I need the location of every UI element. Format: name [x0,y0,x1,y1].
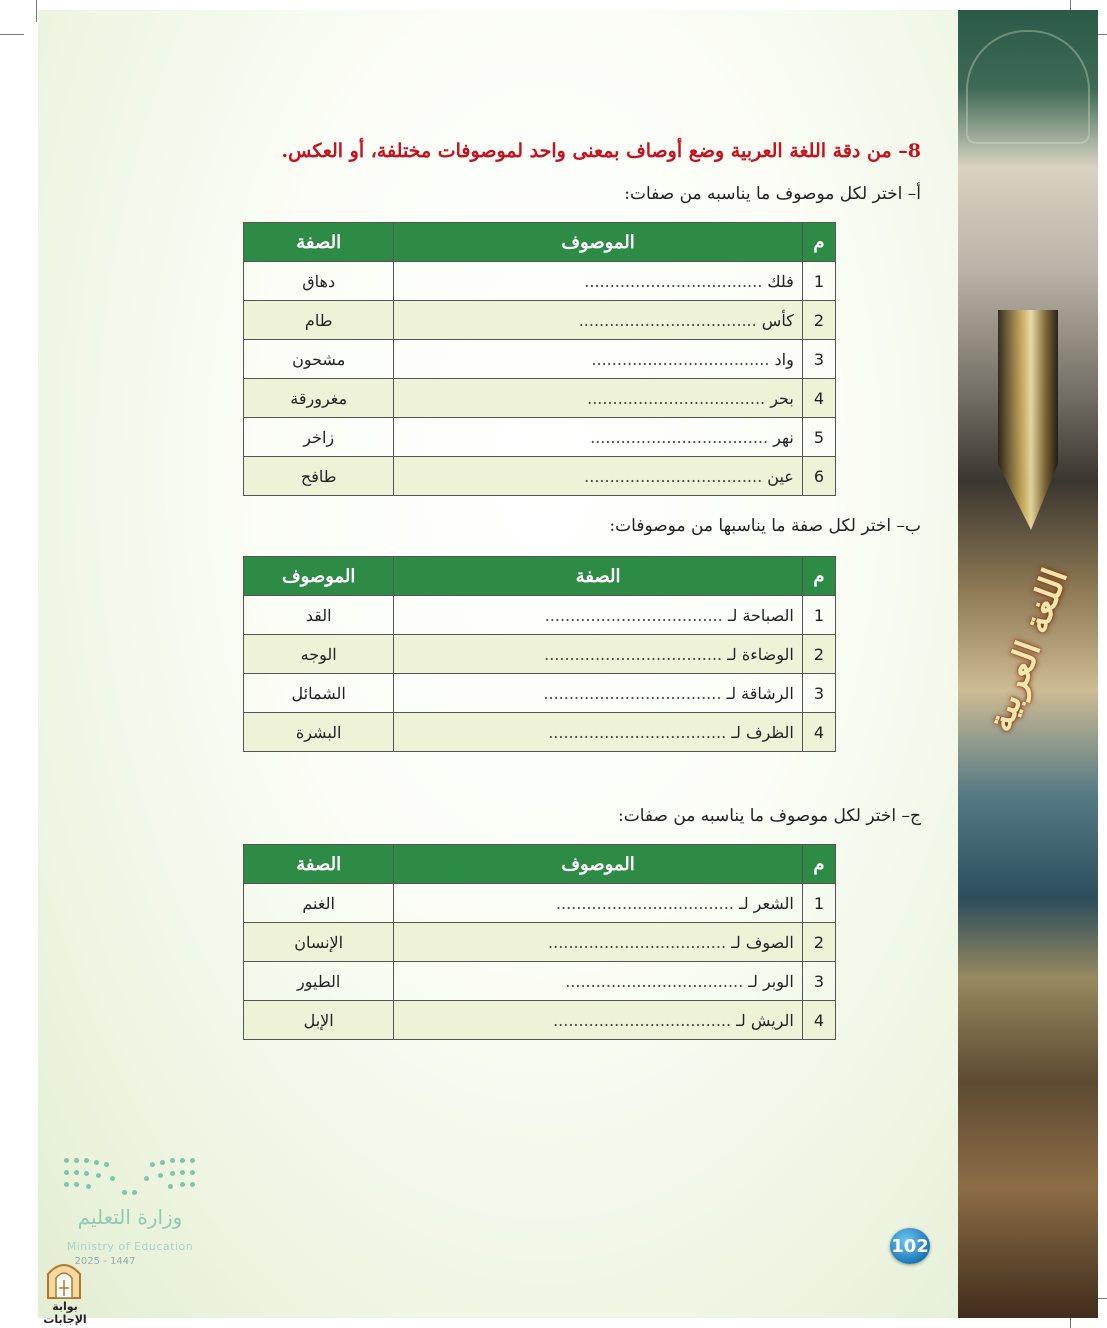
table-row [244,418,836,457]
pen-nib-image [998,310,1058,530]
part-c-table [243,844,836,1040]
dot-leader: ................................... [587,388,766,408]
row-item [394,1001,802,1040]
edition-year: 2025 - 1447 [74,1256,136,1267]
row-answer: الوجه [244,635,394,674]
item-text: عين [767,466,794,486]
subject-label: اللغة العربية [980,563,1076,737]
row-number: 4 [802,713,835,752]
dot-leader: ................................... [544,605,723,625]
table-row [244,457,836,496]
header-num: م [802,223,835,262]
row-number: 2 [802,635,835,674]
table-row [244,635,836,674]
ornament-image [966,30,1090,144]
row-answer: البشرة [244,713,394,752]
part-b-title: ب– اختر لكل صفة ما يناسبها من موصوفات: [609,516,921,536]
row-number: 3 [802,962,835,1001]
header-num: م [802,845,835,884]
row-answer: زاخر [244,418,394,457]
table-row [244,884,836,923]
row-item [394,379,802,418]
dot-leader: ................................... [565,971,744,991]
watermark-label: بوابة الإجابات [43,1300,87,1326]
item-text: فلك [767,271,794,291]
table-row [244,923,836,962]
item-text: الظرف لـ [731,722,794,742]
row-item [394,262,802,301]
header-main: الموصوف [394,845,802,884]
table-row [244,674,836,713]
item-text: واد [774,349,794,369]
row-answer: الإنسان [244,923,394,962]
row-number: 4 [802,379,835,418]
row-number: 2 [802,301,835,340]
row-item [394,596,802,635]
part-a-table [243,222,836,496]
item-text: كأس [761,310,794,330]
part-c-title: ج– اختر لكل موصوف ما يناسبه من صفات: [617,806,921,826]
row-item [394,923,802,962]
row-number: 5 [802,418,835,457]
header-answer: الصفة [244,223,394,262]
ministry-name-ar: وزارة التعليم [77,1205,183,1229]
page-number-badge: 102 [890,1228,930,1264]
gate-icon [44,1256,84,1300]
row-number: 3 [802,340,835,379]
dot-leader: ................................... [584,271,763,291]
ministry-name-en: Ministry of Education [66,1240,194,1253]
crop-mark [36,0,37,22]
table-header-row [244,223,836,262]
row-number: 3 [802,674,835,713]
row-number: 1 [802,262,835,301]
dot-leader: ................................... [543,683,722,703]
exercise-title: 8– من دقة اللغة العربية وضع أوصاف بمعنى واحد لموصوفات مختلفة، أو العكس. [281,140,921,162]
item-text: الصوف لـ [731,932,794,952]
table-row [244,596,836,635]
header-answer: الموصوف [244,557,394,596]
row-answer: دهاق [244,262,394,301]
part-b-table [243,556,836,752]
table-header-row [244,845,836,884]
row-item [394,884,802,923]
table-row [244,962,836,1001]
item-text: الصباحة لـ [727,605,794,625]
table-row [244,1001,836,1040]
row-item [394,457,802,496]
row-number: 6 [802,457,835,496]
header-main: الموصوف [394,223,802,262]
header-main: الصفة [394,557,802,596]
row-item [394,635,802,674]
row-answer: الإبل [244,1001,394,1040]
side-decoration-band [958,10,1098,1318]
crop-mark [0,34,24,35]
row-item [394,418,802,457]
item-text: الرشاقة لـ [726,683,794,703]
table-row [244,262,836,301]
dot-leader: ................................... [548,722,727,742]
row-answer: طام [244,301,394,340]
row-item [394,340,802,379]
row-item [394,962,802,1001]
item-text: الريش لـ [736,1010,794,1030]
row-item [394,301,802,340]
row-number: 1 [802,884,835,923]
row-number: 2 [802,923,835,962]
row-number: 1 [802,596,835,635]
dot-leader: ................................... [555,893,734,913]
row-number: 4 [802,1001,835,1040]
item-text: نهر [773,427,794,447]
item-text: بحر [770,388,794,408]
table-row [244,301,836,340]
item-text: الوبر لـ [748,971,794,991]
row-item [394,674,802,713]
dot-leader: ................................... [548,932,727,952]
item-text: الوضاءة لـ [727,644,794,664]
table-row [244,379,836,418]
row-answer: القد [244,596,394,635]
item-text: الشعر لـ [739,893,794,913]
header-num: م [802,557,835,596]
part-a-title: أ– اختر لكل موصوف ما يناسبه من صفات: [624,184,921,204]
row-item [394,713,802,752]
table-header-row [244,557,836,596]
row-answer: الطيور [244,962,394,1001]
dot-leader: ................................... [544,644,723,664]
dot-leader: ................................... [553,1010,732,1030]
row-answer: مشحون [244,340,394,379]
row-answer: الغنم [244,884,394,923]
row-answer: مغرورقة [244,379,394,418]
dot-leader: ................................... [578,310,757,330]
table-row [244,713,836,752]
row-answer: طافح [244,457,394,496]
header-answer: الصفة [244,845,394,884]
dot-leader: ................................... [591,349,770,369]
row-answer: الشمائل [244,674,394,713]
dot-leader: ................................... [584,466,763,486]
dot-leader: ................................... [590,427,769,447]
table-row [244,340,836,379]
